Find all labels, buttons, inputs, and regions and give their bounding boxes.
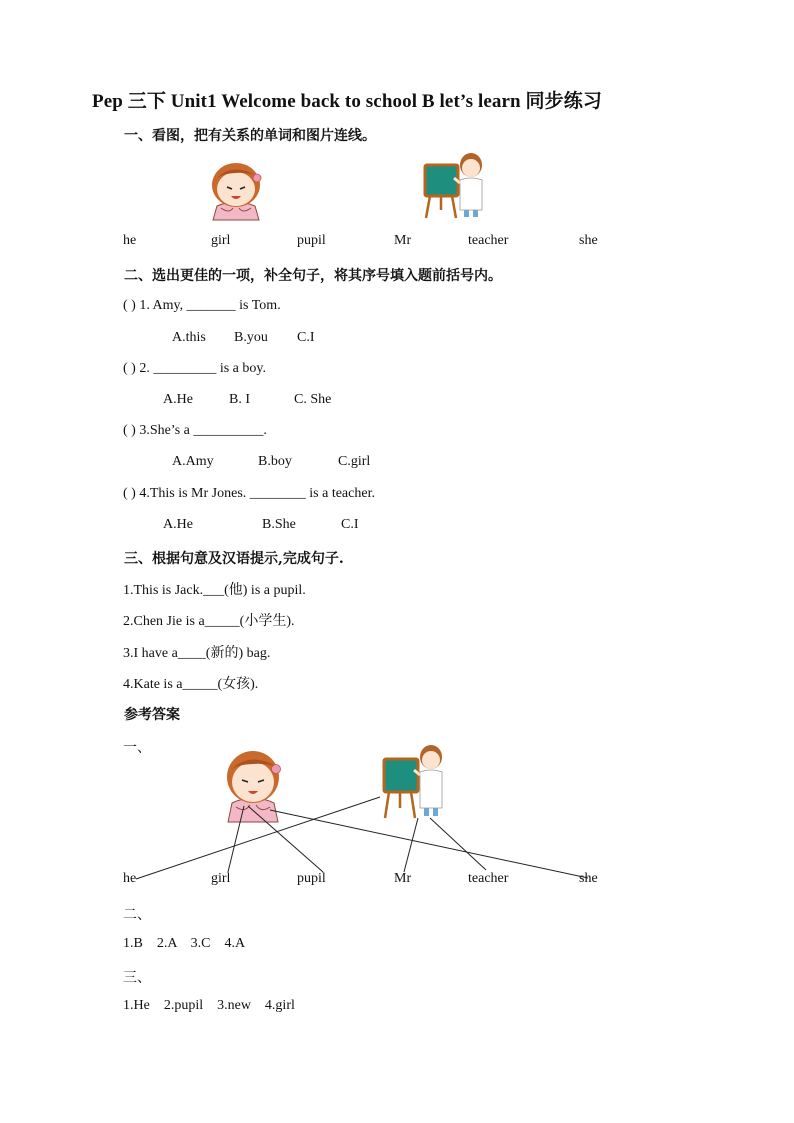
- answer-2-label: 二、: [123, 908, 151, 923]
- question-4-option-b: B.She: [262, 517, 296, 532]
- answer-2-text: 1.B 2.A 3.C 4.A: [123, 936, 246, 951]
- word-pupil: pupil: [297, 233, 326, 248]
- question-2-stem: ( ) 2. _________ is a boy.: [123, 361, 266, 376]
- section-2-heading: 二、选出更佳的一项，补全句子，将其序号填入题前括号内。: [124, 268, 502, 284]
- question-2-option-a: A.He: [163, 392, 193, 407]
- fill-item-3: 3.I have a____(新的) bag.: [123, 646, 271, 661]
- page-title: Pep 三下 Unit1 Welcome back to school B let’s learn 同步练习: [92, 91, 602, 112]
- question-4-option-a: A.He: [163, 517, 193, 532]
- answer-3-label: 三、: [123, 971, 151, 986]
- question-4-option-c: C.I: [341, 517, 359, 532]
- answer-1-label: 一、: [123, 741, 151, 756]
- fill-item-1: 1.This is Jack.___(他) is a pupil.: [123, 583, 306, 598]
- section-3-heading: 三、根据句意及汉语提示,完成句子.: [124, 551, 344, 567]
- answers-heading: 参考答案: [124, 707, 180, 723]
- word-he: he: [123, 233, 137, 248]
- question-4-stem: ( ) 4.This is Mr Jones. ________ is a teacher.: [123, 486, 375, 501]
- question-3-option-a: A.Amy: [172, 454, 214, 469]
- answer-word-mr: Mr: [394, 871, 412, 886]
- answer-word-pupil: pupil: [297, 871, 326, 886]
- question-1-stem: ( ) 1. Amy, _______ is Tom.: [123, 298, 281, 313]
- answer-3-text: 1.He 2.pupil 3.new 4.girl: [123, 998, 295, 1013]
- fill-item-2: 2.Chen Jie is a_____(小学生).: [123, 614, 295, 629]
- question-3-option-c: C.girl: [338, 454, 371, 469]
- word-mr: Mr: [394, 233, 412, 248]
- answer-word-teacher: teacher: [468, 871, 509, 886]
- question-1-option-c: C.I: [297, 330, 315, 345]
- word-girl: girl: [211, 233, 231, 248]
- word-teacher: teacher: [468, 233, 509, 248]
- fill-item-4: 4.Kate is a_____(女孩).: [123, 677, 259, 692]
- question-3-option-b: B.boy: [258, 454, 292, 469]
- question-3-stem: ( ) 3.She’s a __________.: [123, 423, 267, 438]
- question-1-option-a: A.this: [172, 330, 206, 345]
- section-1-heading: 一、看图，把有关系的单词和图片连线。: [124, 128, 376, 144]
- answer-word-he: he: [123, 871, 137, 886]
- answer-word-she: she: [579, 871, 598, 886]
- question-2-option-b: B. I: [229, 392, 250, 407]
- answer-word-girl: girl: [211, 871, 231, 886]
- question-2-option-c: C. She: [294, 392, 332, 407]
- question-1-option-b: B.you: [234, 330, 268, 345]
- word-she: she: [579, 233, 598, 248]
